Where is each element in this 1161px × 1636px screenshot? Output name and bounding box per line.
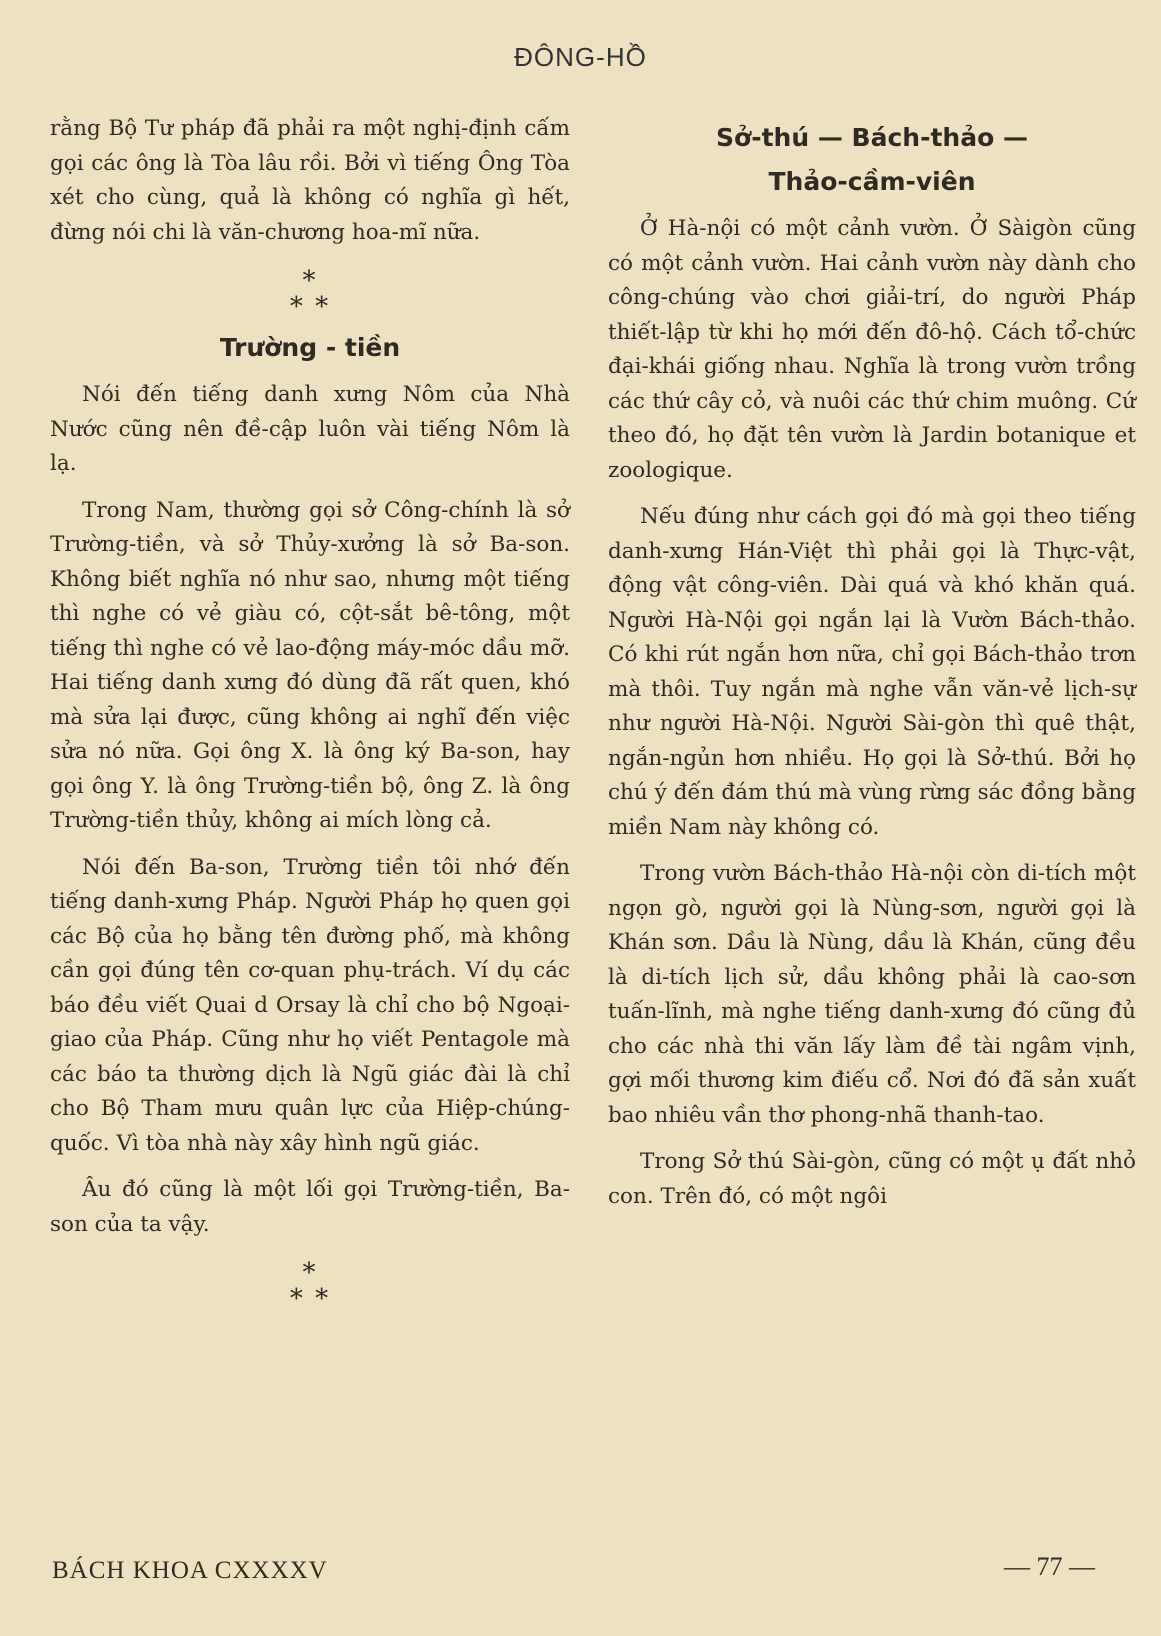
left-paragraph-1: rằng Bộ Tư pháp đã phải ra một nghị-định cấm gọi các ông là Tòa lâu rồi. Bởi vì tiếng Ông Tòa xét cho cùng, quả là không có nghĩa gì hết, đừng nói chi là văn-chương hoa-mĩ nữa. (50, 116, 570, 245)
running-header: ĐÔNG-HỒ (514, 42, 647, 72)
left-column (50, 112, 570, 1318)
right-paragraph-4: Trong Sở thú Sài-gòn, cũng có một ụ đất nhỏ con. Trên đó, có một ngôi (608, 1149, 1136, 1209)
section-title-truong-tien: Trường - tiền (219, 333, 401, 362)
section-divider-stars: * * * (289, 266, 331, 322)
section-title-so-thu (608, 116, 1136, 204)
page-number: — 77 — (1004, 1552, 1095, 1581)
right-column (608, 112, 1136, 1226)
section-divider-stars-bottom: * * * (289, 1258, 331, 1314)
section-title-line-2: Thảo-cầm-viên (768, 167, 976, 196)
left-paragraph-5: Âu đó cũng là một lối gọi Trường-tiền, Ba-son của ta vậy. (50, 1177, 570, 1237)
section-title-line-1: Sở-thú — Bách-thảo — (716, 123, 1028, 152)
right-paragraph-2: Nếu đúng như cách gọi đó mà gọi theo tiếng danh-xưng Hán-Việt thì phải gọi là Thực-vật, động vật công-viên. Dài quá và khó khăn quá. Người Hà-Nội gọi ngắn lại là Vườn Bách-thảo. Có khi rút ngắn hơn nữa, chỉ gọi Bách-thảo trơn mà thôi. Tuy ngắn mà nghe vẫn văn-vẻ lịch-sự như người Hà-Nội. Người Sài-gòn thì quê thật, ngắn-ngủn hơn nhiều. Họ gọi là Sở-thú. Bởi họ chú ý đến đám thú mà vùng rừng sác đồng bằng miền Nam này không có. (608, 504, 1136, 840)
left-paragraph-2: Nói đến tiếng danh xưng Nôm của Nhà Nước cũng nên đề-cập luôn vài tiếng Nôm là lạ. (50, 382, 570, 476)
magazine-issue-footer: BÁCH KHOA CXXXXV (52, 1557, 328, 1584)
left-paragraph-4: Nói đến Ba-son, Trường tiền tôi nhớ đến tiếng danh-xưng Pháp. Người Pháp họ quen gọi các Bộ của họ bằng tên đường phố, mà không cần gọi đúng tên cơ-quan phụ-trách. Ví dụ các báo đều viết Quai d Orsay là chỉ cho bộ Ngoại-giao của Pháp. Cũng như họ viết Pentagole mà các báo ta thường dịch là Ngũ giác đài là chỉ cho Bộ Tham mưu quân lực của Hiệp-chúng-quốc. Vì tòa nhà này xây hình ngũ giác. (50, 854, 570, 1156)
left-paragraph-3: Trong Nam, thường gọi sở Công-chính là sở Trường-tiền, và sở Thủy-xưởng là sở Ba-son. Không biết nghĩa nó như sao, nhưng một tiếng thì nghe có vẻ giàu có, cột-sắt bê-tông, một tiếng thì nghe có vẻ lao-động máy-móc dầu mỡ. Hai tiếng danh xưng đó dùng đã rất quen, khó mà sửa lại được, cũng không ai nghĩ đến việc sửa nó nữa. Gọi ông X. là ông ký Ba-son, hay gọi ông Y. là ông Trường-tiền bộ, ông Z. là ông Trường-tiền thủy, không ai mích lòng cả. (50, 497, 570, 833)
right-paragraph-1: Ở Hà-nội có một cảnh vườn. Ở Sàigòn cũng có một cảnh vườn. Hai cảnh vườn này dành cho công-chúng vào chơi giải-trí, do người Pháp thiết-lập từ khi họ mới đến đô-hộ. Cách tổ-chức đại-khái giống nhau. Nghĩa là trong vườn trồng các thứ cây cỏ, và nuôi các thứ chim muông. Cứ theo đó, họ đặt tên vườn là Jardin botanique et zoologique. (608, 216, 1136, 483)
right-paragraph-3: Trong vườn Bách-thảo Hà-nội còn di-tích một ngọn gò, người gọi là Nùng-sơn, người gọi là Khán sơn. Dầu là Nùng, dầu là Khán, cũng đều là di-tích lịch sử, dầu không phải là cao-sơn tuấn-lĩnh, mà nghe tiếng danh-xưng đó cũng đủ cho các nhà thi văn lấy làm đề tài ngâm vịnh, gợi mối thương kim điếu cổ. Nơi đó đã sản xuất bao nhiêu vần thơ phong-nhã thanh-tao. (608, 861, 1136, 1128)
